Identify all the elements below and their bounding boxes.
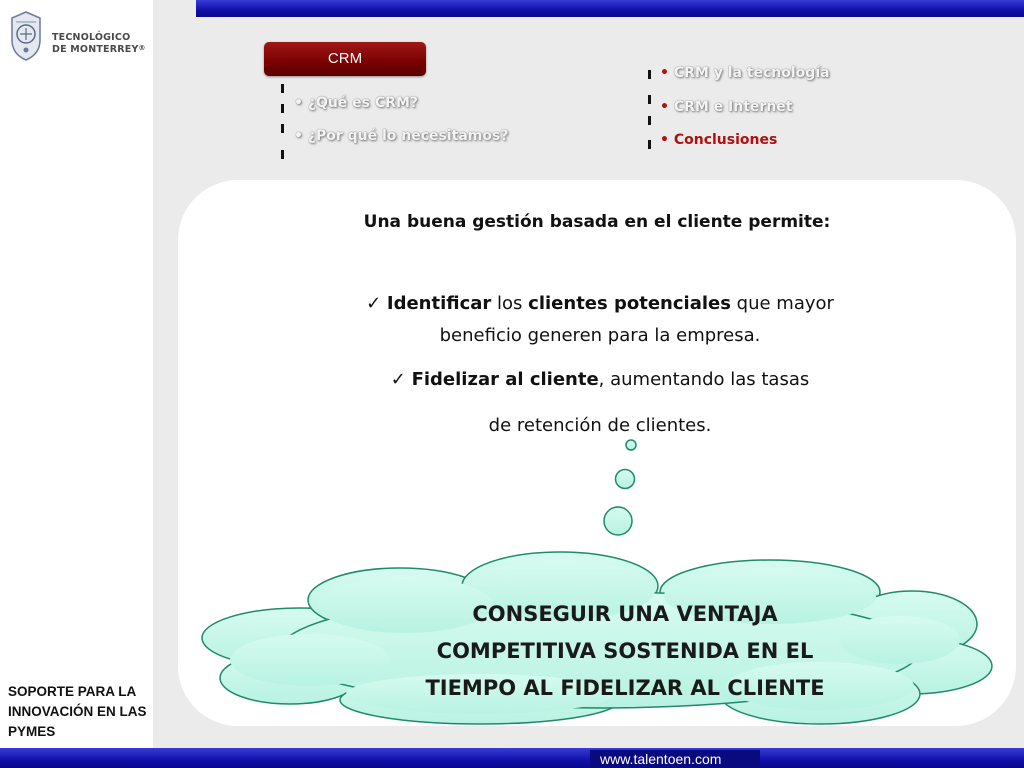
- footer-bar: [0, 748, 1024, 768]
- content-heading: Una buena gestión basada en el cliente permite:: [363, 212, 831, 232]
- nav-item-crm-internet[interactable]: • CRM e Internet: [660, 99, 793, 115]
- thought-bubble-medium: [616, 470, 635, 489]
- benefit-item-identificar: ✓ Identificar los clientes potenciales que mayor beneficio generen para la empresa.: [366, 293, 834, 346]
- benefit-item-fidelizar: ✓ Fidelizar al cliente, aumentando las tasas: [390, 369, 810, 390]
- nav-item-por-que[interactable]: • ¿Por qué lo necesitamos?: [294, 128, 509, 144]
- check-icon: ✓: [390, 369, 406, 390]
- nav-item-conclusiones[interactable]: • Conclusiones: [660, 132, 778, 148]
- sidebar-caption: SOPORTE PARA LA INNOVACIÓN EN LAS PYMES: [8, 684, 147, 739]
- thought-bubble-large: [604, 507, 632, 535]
- logo-line-2: DE MONTERREY®: [52, 44, 146, 55]
- check-icon: ✓: [366, 293, 382, 314]
- cloud-message: CONSEGUIR UNA VENTAJA COMPETITIVA SOSTENIDA EN EL TIEMPO AL FIDELIZAR AL CLIENTE: [425, 602, 825, 700]
- nav-item-que-es-crm[interactable]: • ¿Qué es CRM?: [294, 95, 418, 111]
- thought-bubble-small: [626, 440, 636, 450]
- nav-item-crm-tecnologia[interactable]: • CRM y la tecnología: [660, 65, 830, 81]
- footer-url-link[interactable]: www.talentoen.com: [600, 751, 722, 767]
- logo-line-1: TECNOLÓGICO: [52, 32, 131, 43]
- crm-tab[interactable]: CRM: [264, 42, 426, 76]
- benefit-item-fidelizar-line2: de retención de clientes.: [488, 415, 712, 436]
